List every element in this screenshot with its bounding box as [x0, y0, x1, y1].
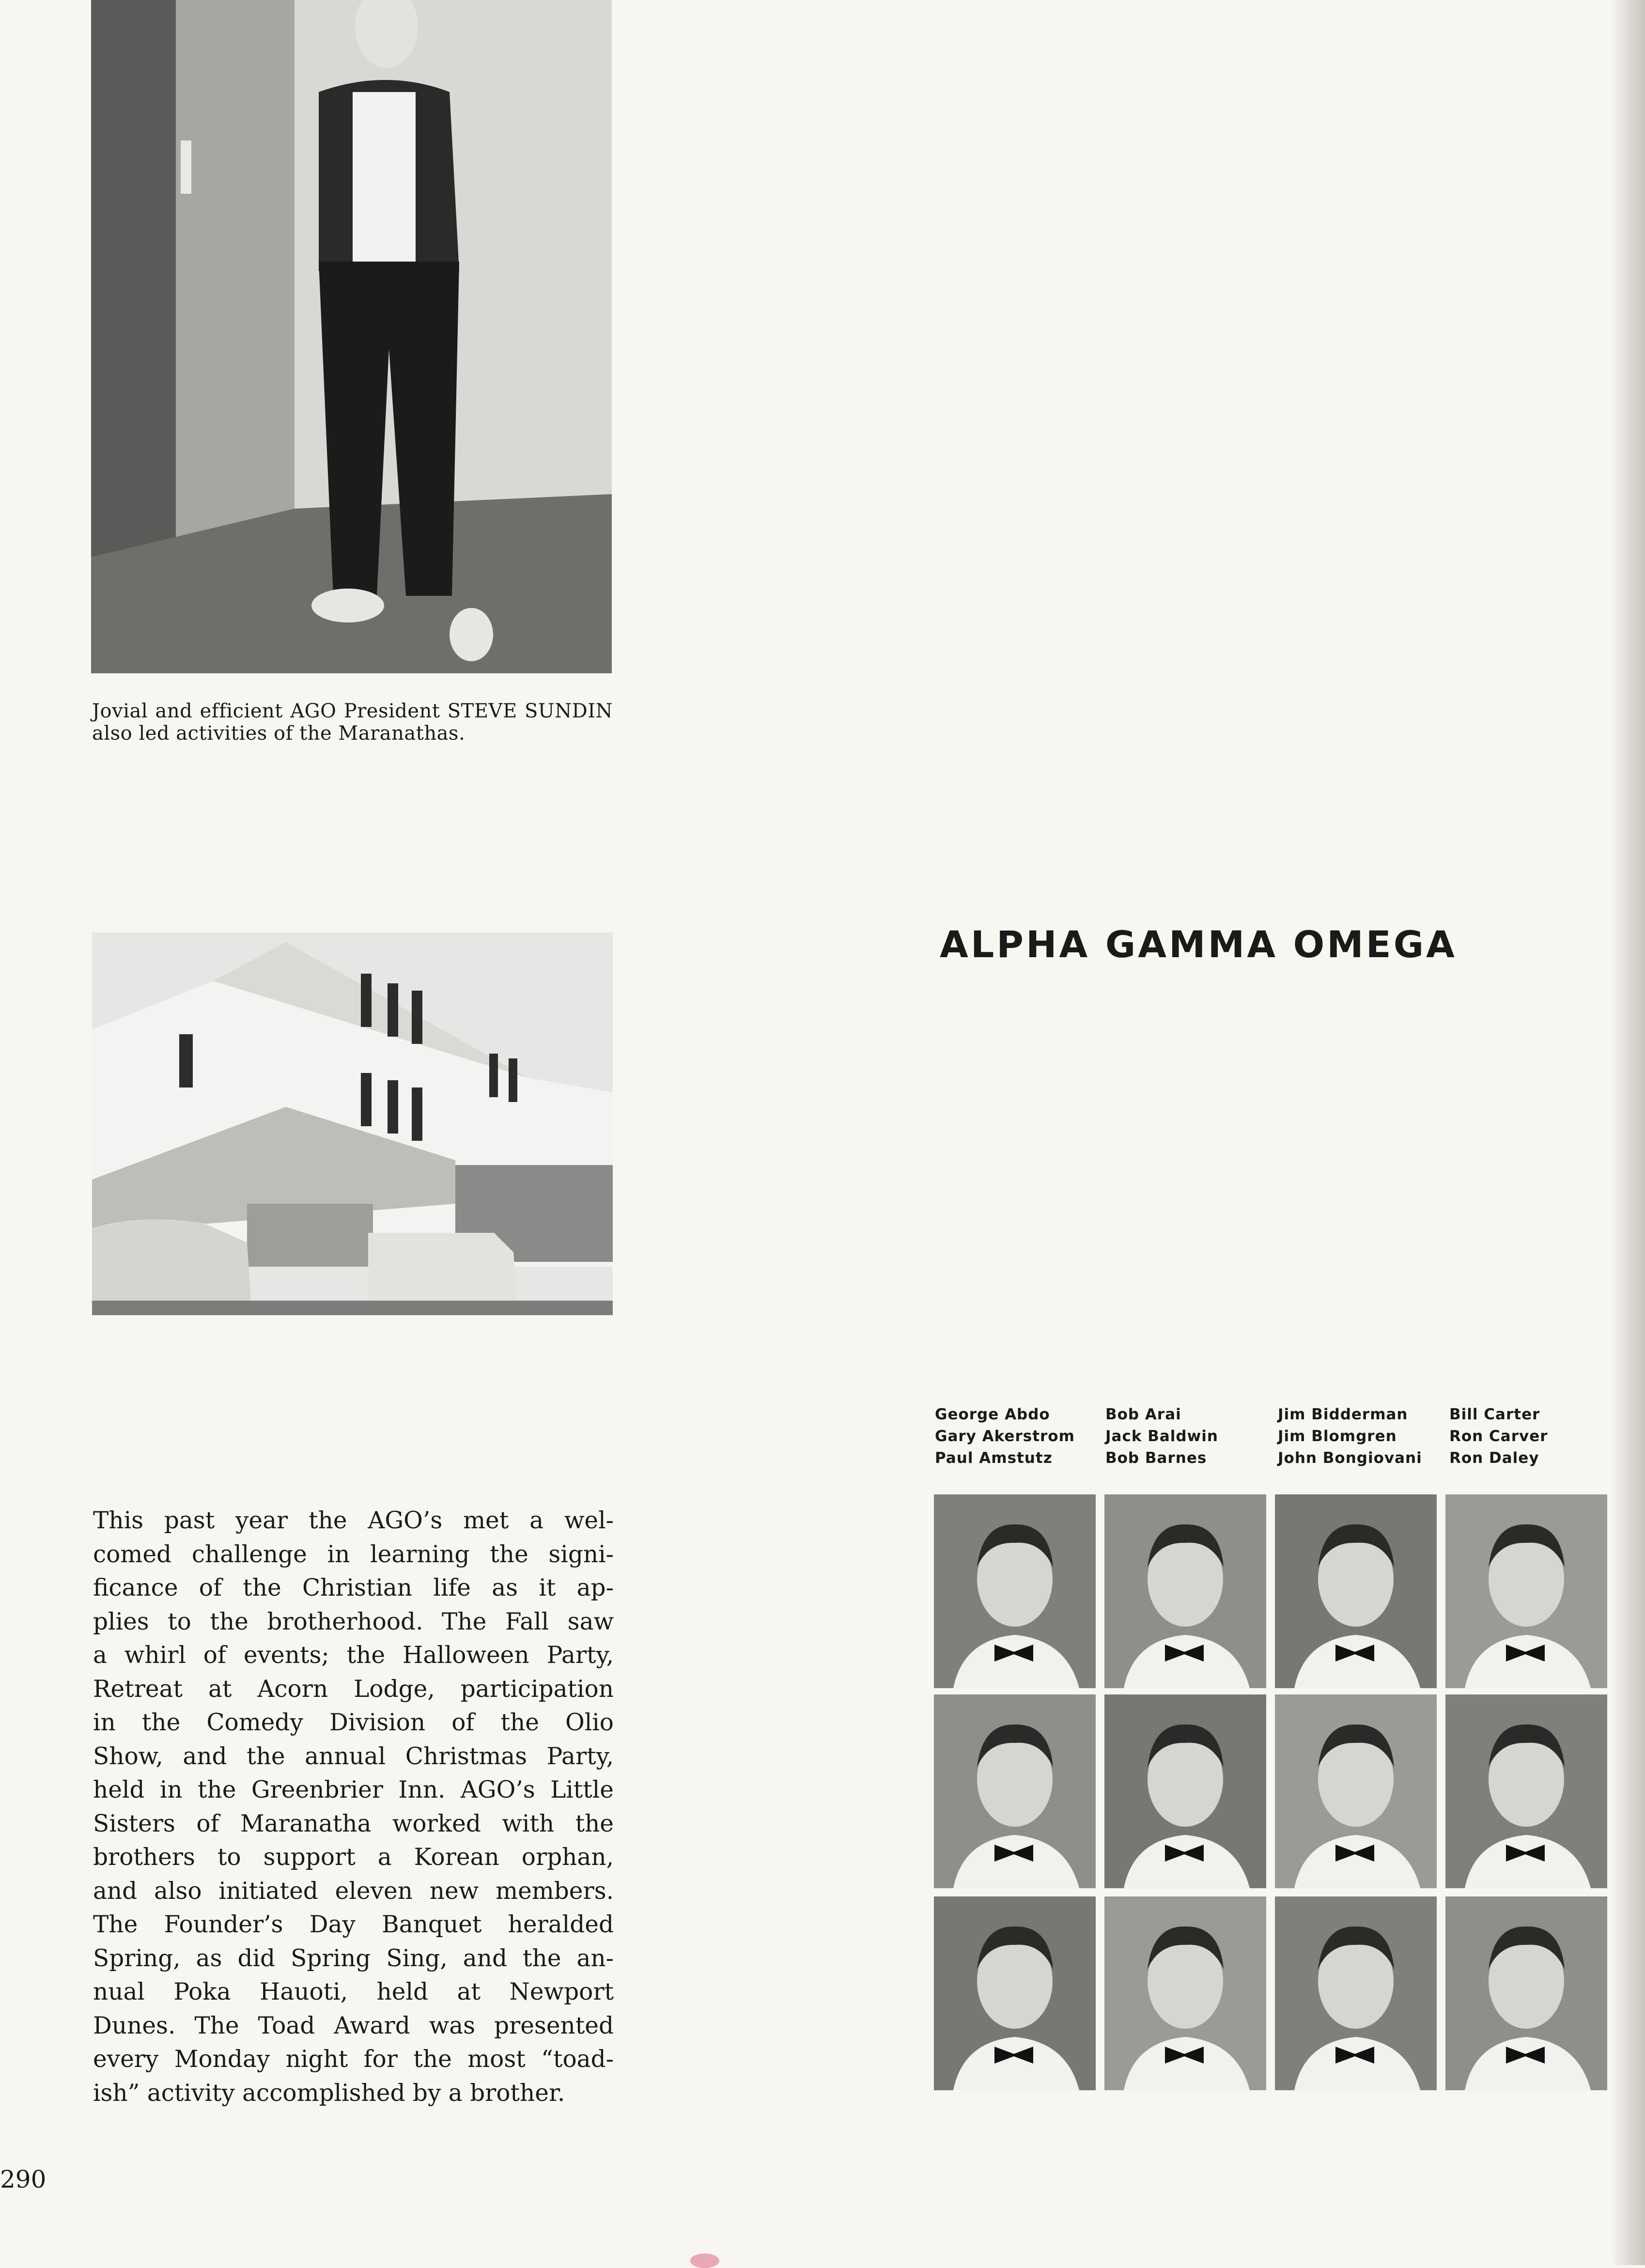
roster-name: Paul Amstutz [935, 1449, 1053, 1467]
member-portrait [934, 1694, 1096, 1888]
roster-name: Jim Blomgren [1278, 1428, 1397, 1445]
member-portrait [1275, 1494, 1437, 1688]
article-line: Sisters of Maranatha worked with the [93, 1810, 614, 1837]
article-line: plies to the brotherhood. The Fall saw [93, 1608, 614, 1635]
roster-name: Gary Akerstrom [935, 1428, 1075, 1445]
member-portrait [1104, 1694, 1266, 1888]
page-binding-edge [1611, 0, 1645, 2265]
article-line: The Founder’s Day Banquet heralded [93, 1911, 614, 1938]
article-line: Show, and the annual Christmas Party, [93, 1742, 614, 1770]
roster-name: Bill Carter [1449, 1406, 1540, 1423]
article-line: ficance of the Christian life as it ap- [93, 1574, 614, 1601]
article-line: in the Comedy Division of the Olio [93, 1709, 614, 1736]
roster-name: Jim Bidderman [1278, 1406, 1408, 1423]
roster-name: Ron Carver [1449, 1428, 1548, 1445]
roster-column-1 [935, 1404, 1100, 1469]
roster-column-2 [1105, 1404, 1270, 1469]
roster-name: George Abdo [935, 1406, 1050, 1423]
article-body [93, 1504, 614, 2110]
member-portrait [1275, 1896, 1437, 2090]
article-line: held in the Greenbrier Inn. AGO’s Little [93, 1776, 614, 1803]
member-portrait [1445, 1896, 1607, 2090]
roster-column-4 [1449, 1404, 1614, 1469]
president-photo [91, 0, 612, 673]
roster-name: Jack Baldwin [1105, 1428, 1218, 1445]
president-caption: Jovial and efficient AGO President STEVE SUNDIN also led activities of the Maranathas. [92, 700, 613, 745]
member-portrait [1104, 1494, 1266, 1688]
member-portrait [934, 1494, 1096, 1688]
article-line: a whirl of events; the Halloween Party, [93, 1642, 614, 1669]
roster-name: John Bongiovani [1278, 1449, 1422, 1467]
article-line: Dunes. The Toad Award was presented [93, 2012, 614, 2039]
article-line: brothers to support a Korean orphan, [93, 1844, 614, 1871]
member-portrait [934, 1896, 1096, 2090]
member-portrait [1445, 1494, 1607, 1688]
article-line: and also initiated eleven new members. [93, 1877, 614, 1905]
section-title: ALPHA GAMMA OMEGA [940, 923, 1457, 966]
roster-name: Ron Daley [1449, 1449, 1539, 1467]
article-line: This past year the AGO’s met a wel- [93, 1507, 614, 1534]
member-portrait [1445, 1694, 1607, 1888]
article-line: nual Poka Hauoti, held at Newport [93, 1978, 614, 2005]
page-number: 290 [0, 2165, 47, 2193]
ink-smudge [690, 2253, 719, 2268]
article-line: every Monday night for the most “toad- [93, 2046, 614, 2073]
member-portrait [1275, 1694, 1437, 1888]
article-line: Spring, as did Spring Sing, and the an- [93, 1944, 614, 1972]
article-line: Retreat at Acorn Lodge, participation [93, 1675, 614, 1703]
roster-name: Bob Arai [1105, 1406, 1181, 1423]
member-portrait [1104, 1896, 1266, 2090]
roster-names [935, 1404, 1598, 1476]
fraternity-house-photo [92, 932, 613, 1315]
article-line: ish” activity accomplished by a brother. [93, 2079, 565, 2107]
roster-column-3 [1278, 1404, 1443, 1469]
roster-name: Bob Barnes [1105, 1449, 1207, 1467]
article-line: comed challenge in learning the signi- [93, 1540, 614, 1568]
